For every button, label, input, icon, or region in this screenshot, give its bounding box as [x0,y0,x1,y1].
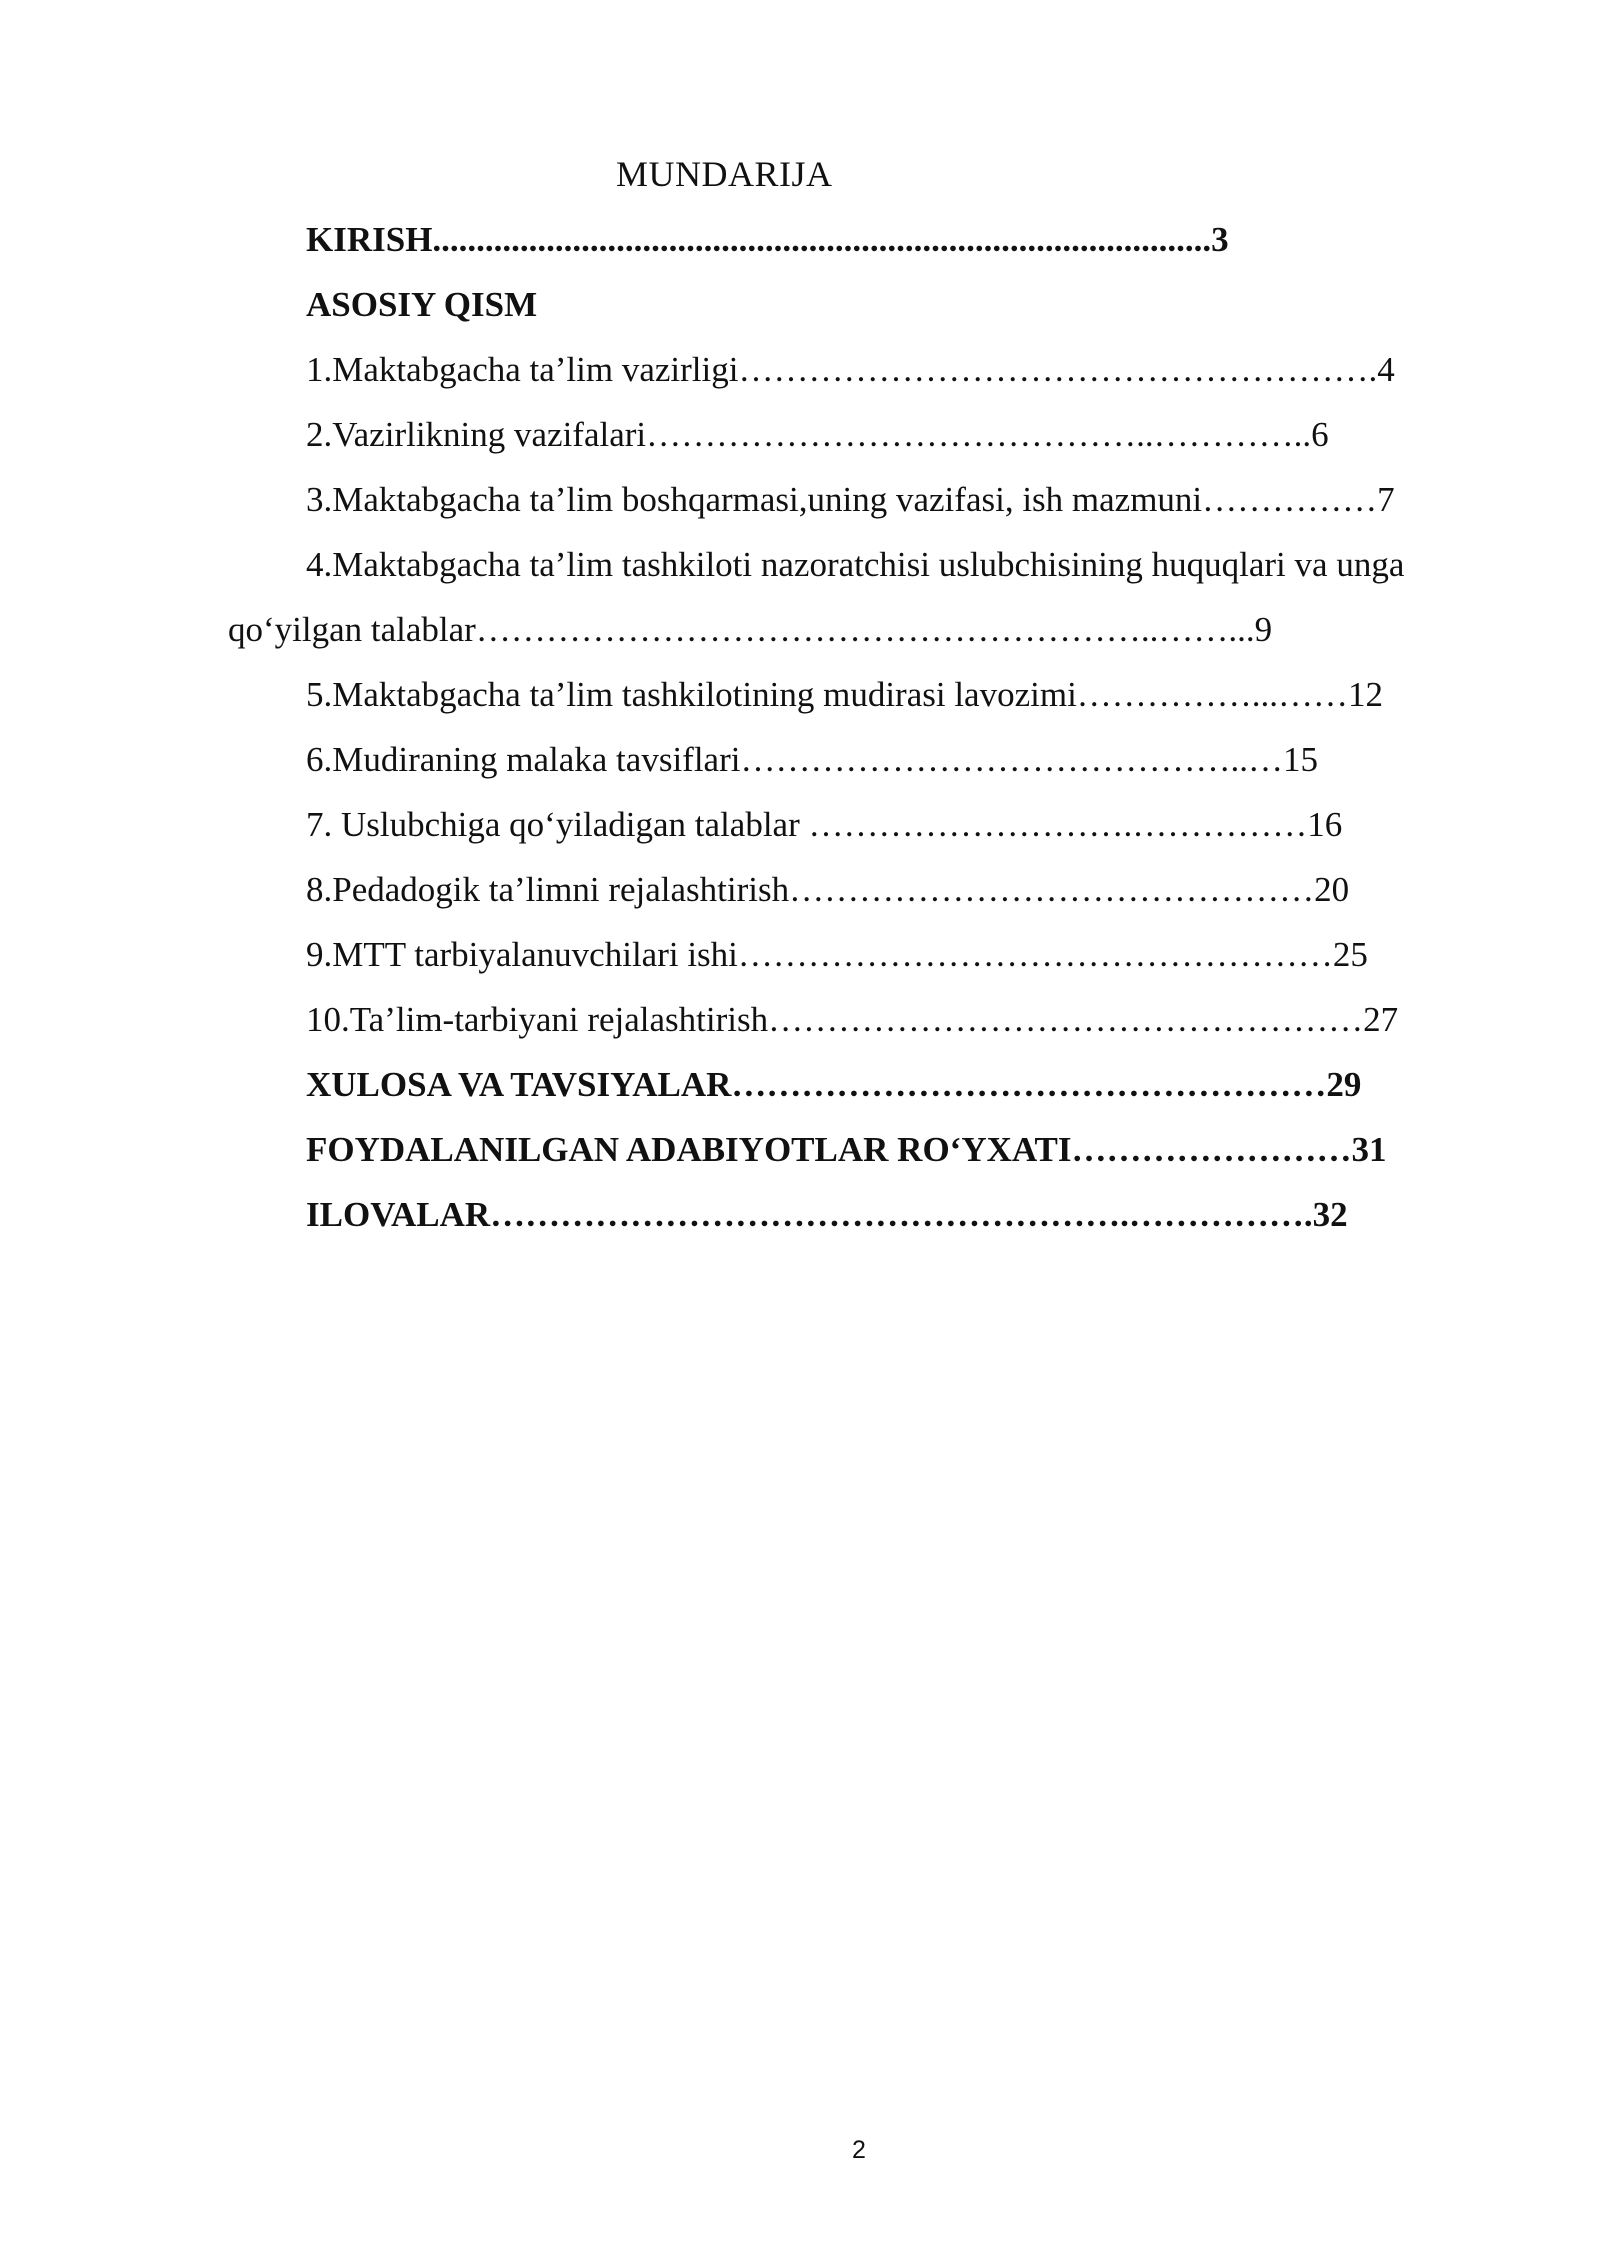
toc-entry-6: 6.Mudiraning malaka tavsiflari……………………………………..…15 [306,740,1318,779]
toc-section-main-part: ASOSIY QISM [306,285,538,324]
toc-entry-9: 9.MTT tarbiyalanuvchilari ishi……………………………………………25 [306,935,1368,974]
page-number: 2 [852,2136,866,2164]
toc-entry-2: 2.Vazirlikning vazifalari……………………………………..…………..6 [306,415,1329,454]
page-title: MUNDARIJA [616,154,833,194]
toc-entry-1: 1.Maktabgacha ta’lim vazirligi……………………………………………….4 [306,350,1395,389]
toc-entry-4-line-1: 4.Maktabgacha ta’lim tashkiloti nazoratchisi uslubchisining huquqlari va unga [306,545,1405,584]
toc-entry-10: 10.Ta’lim-tarbiyani rejalashtirish……………………………………………27 [306,1000,1399,1039]
toc-entry-references: FOYDALANILGAN ADABIYOTLAR RO‘YXATI……………………31 [306,1130,1387,1169]
toc-entry-5: 5.Maktabgacha ta’lim tashkilotining mudirasi lavozimi……………...……12 [306,675,1384,714]
toc-entry-3: 3.Maktabgacha ta’lim boshqarmasi,uning vazifasi, ish mazmuni……………7 [306,480,1395,519]
toc-entry-appendices: ILOVALAR……………………………………………….…………….32 [306,1195,1348,1234]
toc-entry-conclusion: XULOSA VA TAVSIYALAR……………………………………………29 [306,1065,1362,1104]
toc-entry-7: 7. Uslubchiga qo‘yiladigan talablar ……………………….……………16 [306,805,1343,844]
toc-entry-8: 8.Pedadogik ta’limni rejalashtirish………………………………………20 [306,870,1350,909]
toc-entry-introduction: KIRISH.........................................................................................3 [306,220,1229,259]
toc-entry-4-line-2: qo‘yilgan talablar…………………………………………………..……...9 [228,610,1273,649]
